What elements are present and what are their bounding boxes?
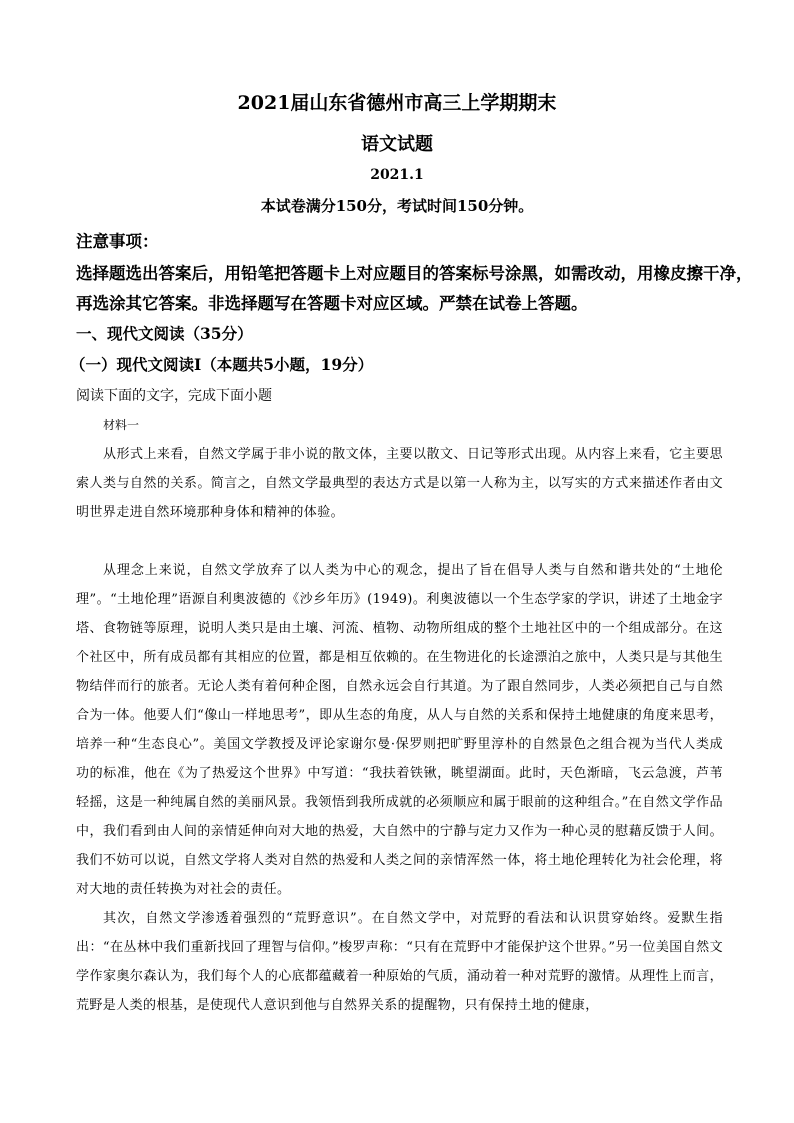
- paragraph-1: 从形式上来看，自然文学属于非小说的散文体，主要以散文、日记等形式出现。从内容上来看，它主要思索人类与自然的关系。简言之，自然文学最典型的表达方式是以第一人称为主，以写实的方式来描述作者由文明世界走进自然环境那种身体和精神的体验。: [76, 447, 723, 520]
- notice-line-2: 再选涂其它答案。非选择题写在答题卡对应区域。严禁在试卷上答题。: [76, 294, 588, 313]
- notice-line-1: 选择题选出答案后，用铅笔把答题卡上对应题目的答案标号涂黑，如需改动，用橡皮擦干净，: [76, 264, 753, 283]
- exam-date: 2021.1: [370, 167, 424, 183]
- exam-title: 2021届山东省德州市高三上学期期末: [237, 92, 557, 114]
- paragraph-2: 从理念上来说，自然文学放弃了以人类为中心的观念，提出了旨在倡导人类与自然和谐共处的“土地伦理”。“土地伦理”语源自利奥波德的《沙乡年历》(1949)。利奥波德以一个生态学家的学识，讲述了土地金字塔、食物链等原理，说明人类只是由土壤、河流、植物、动物所组成的整个土地社区中的一个组成部分。在这个社区中，所有成员都有其相应的位置，都是相互依赖的。在生物进化的长途漂泊之旅中，人类只是与其他生物结伴而行的旅者。无论人类有着何种企图，自然永远会自行其道。为了跟自然同步，人类必须把自己与自然合为一体。他要人们“像山一样地思考”，即从生态的角度，从人与自然的关系和保持土地健康的角度来思考，培养一种“生态良心”。美国文学教授及评论家谢尔曼·保罗则把旷野里淳朴的自然景色之组合视为当代人类成功的标准，他在《为了热爱这个世界》中写道：“我扶着铁锹，眺望湖面。此时，天色渐暗，飞云急渡，芦苇轻摇，这是一种纯属自然的美丽风景。我领悟到我所成就的必须顺应和属于眼前的这种组合。”在自然文学作品中，我们看到由人间的亲情延伸向对大地的热爱，大自然中的宁静与定力又作为一种心灵的慰藉反馈于人间。我们不妨可以说，自然文学将人类对自然的热爱和人类之间的亲情浑然一体，将土地伦理转化为社会伦理，将对大地的责任转换为对社会的责任。: [76, 563, 723, 897]
- subject-title: 语文试题: [361, 134, 433, 155]
- paragraph-3: 其次，自然文学渗透着强烈的“荒野意识”。在自然文学中，对荒野的看法和认识贯穿始终。爱默生指出：“在丛林中我们重新找回了理智与信仰。”梭罗声称：“只有在荒野中才能保护这个世界。”另一位美国自然文学作家奥尔森认为，我们每个人的心底都蕴藏着一种原始的气质，涌动着一种对荒野的激情。从理性上而言，荒野是人类的根基，是使现代人意识到他与自然界关系的提醒物，只有保持土地的健康，: [76, 911, 723, 1013]
- notice-heading: 注意事项：: [76, 232, 159, 251]
- section-subheading: （一）现代文阅读Ⅰ（本题共5小题，19分）: [70, 355, 374, 374]
- reading-instruction: 阅读下面的文字，完成下面小题: [76, 388, 272, 404]
- exam-info: 本试卷满分150分，考试时间150分钟。: [260, 197, 534, 215]
- material-label: 材料一: [103, 418, 140, 432]
- section-heading: 一、现代文阅读（35分）: [76, 324, 253, 343]
